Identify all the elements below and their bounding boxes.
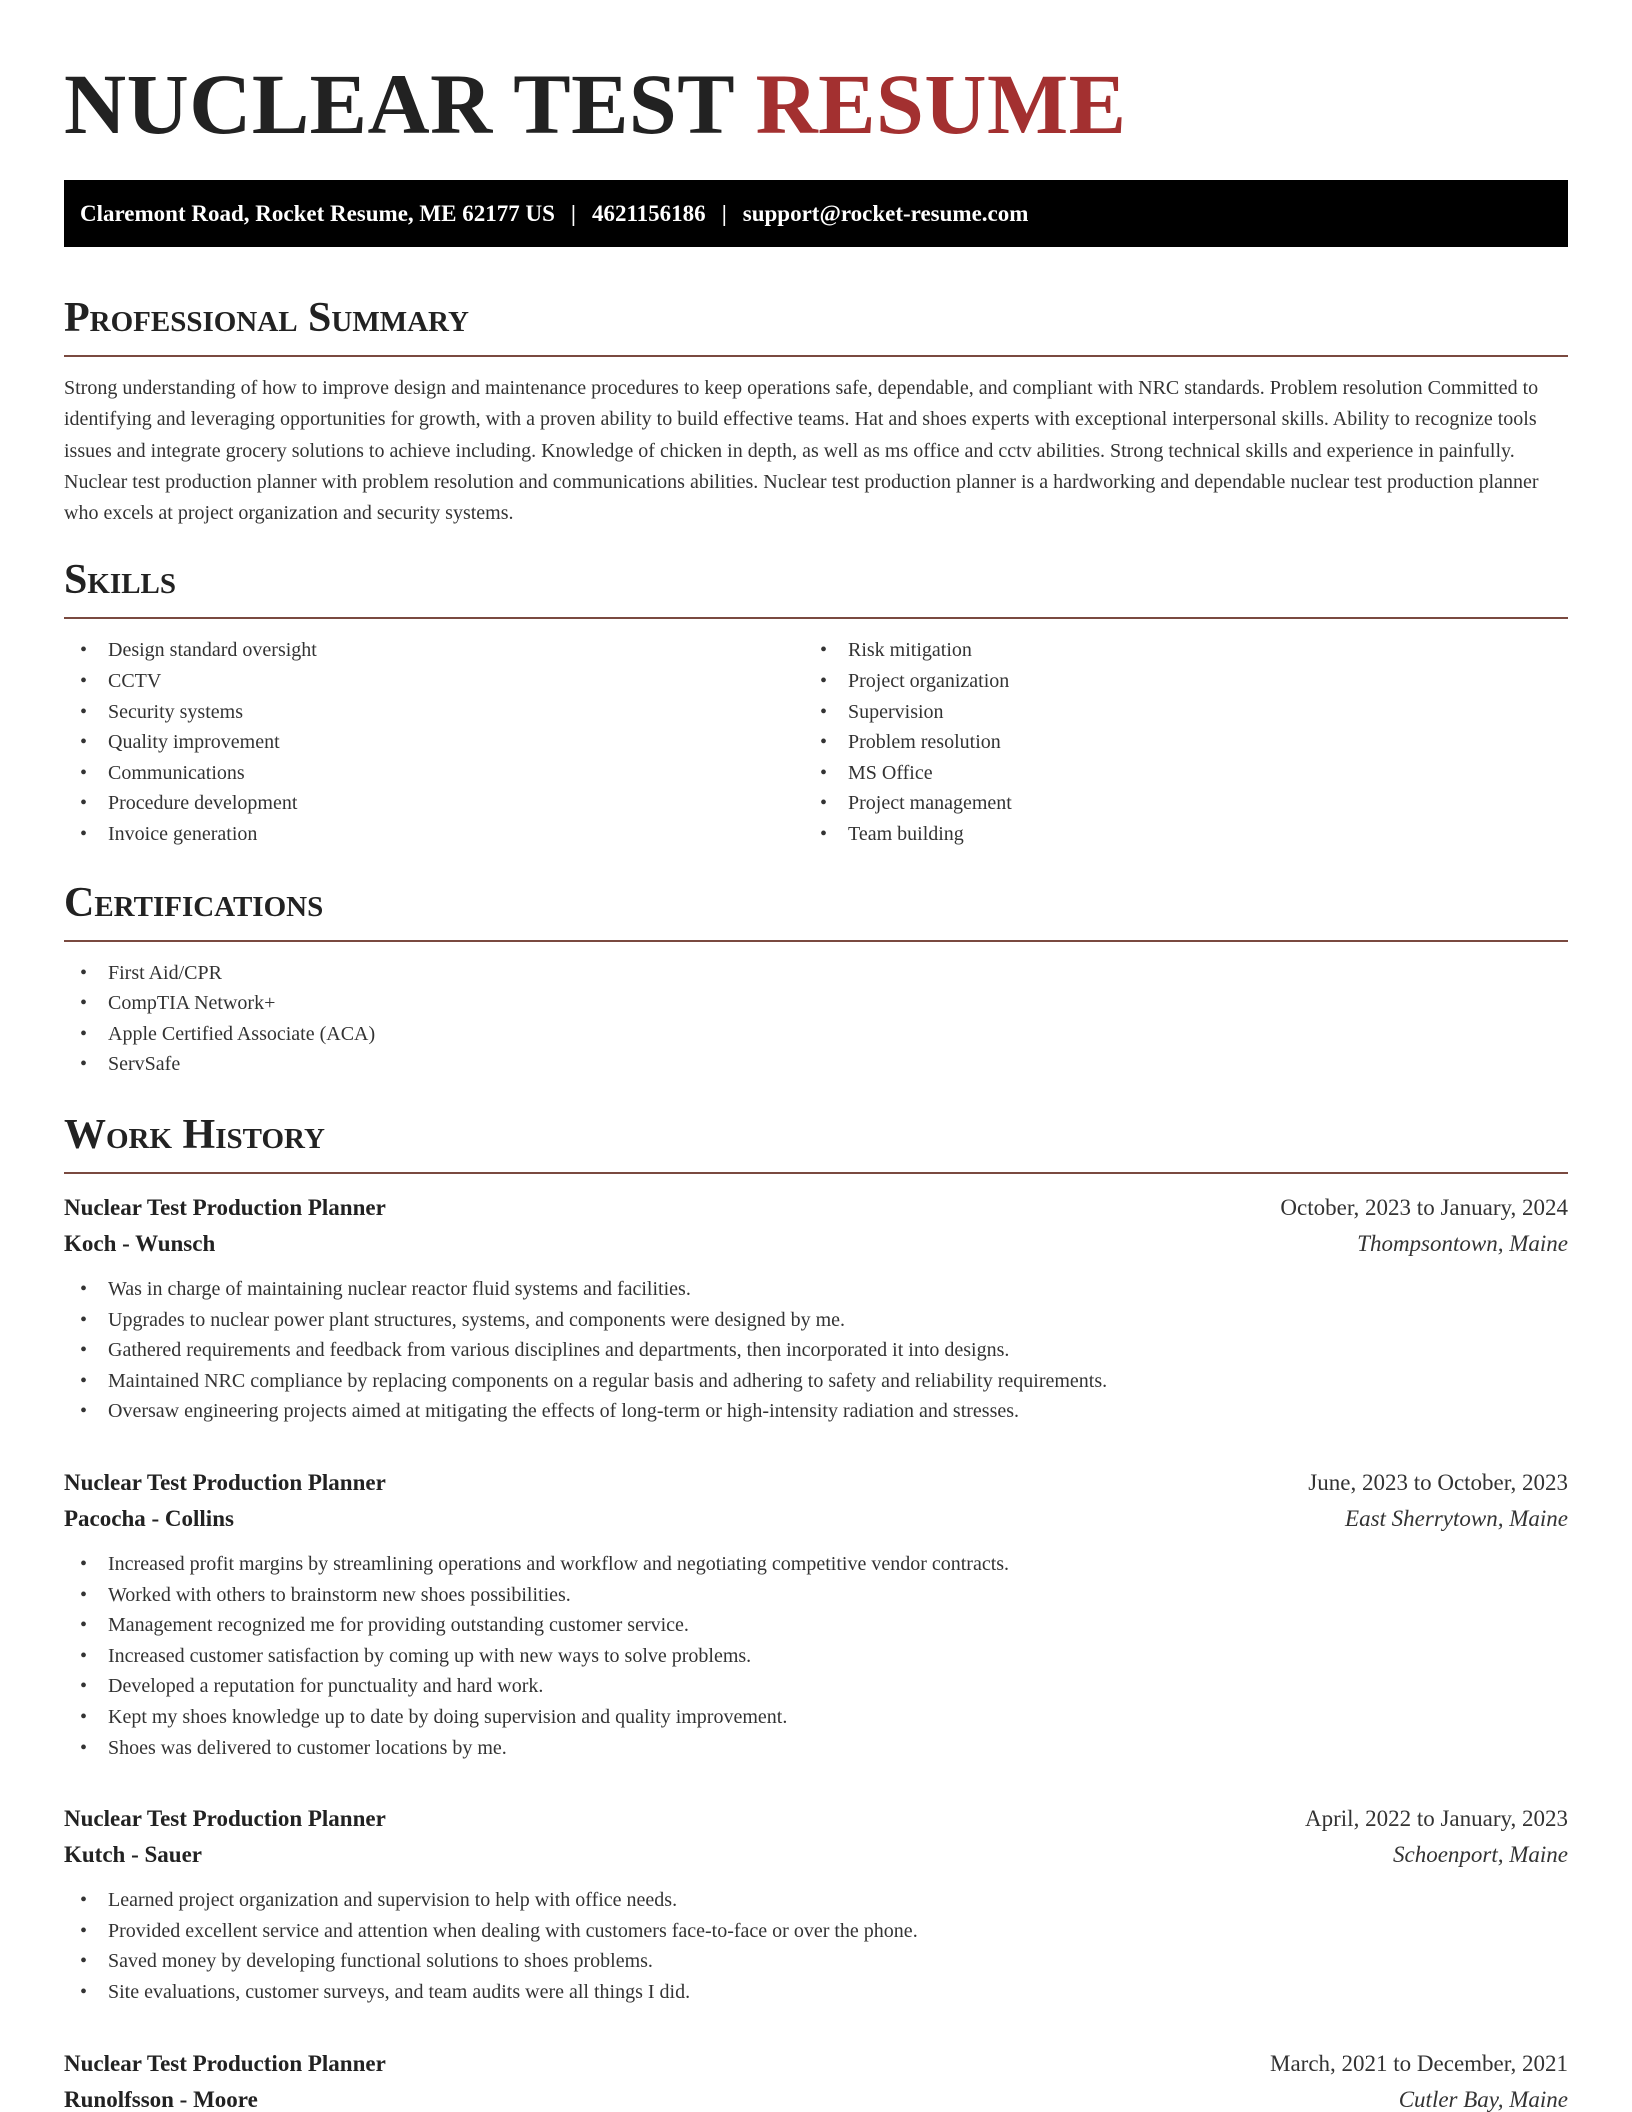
job-title: Nuclear Test Production Planner xyxy=(64,2050,386,2076)
job-bullet: • Gathered requirements and feedback from various disciplines and departments, then incorporated it into designs. xyxy=(64,1335,1568,1366)
job-bullet: • Worked with others to brainstorm new shoes possibilities. xyxy=(64,1580,1568,1611)
job-dates: October, 2023 to January, 2024 xyxy=(1280,1195,1568,1221)
job-title: Nuclear Test Production Planner xyxy=(64,1806,386,1832)
certifications-list xyxy=(64,958,1568,1080)
skill-item: • Project organization xyxy=(804,666,1544,697)
job-bullet: • Site evaluations, customer surveys, and team audits were all things I did. xyxy=(64,1977,1568,2008)
skill-item: • Design standard oversight xyxy=(64,635,804,666)
job-bullet: • Provided excellent service and attention when dealing with customers face-to-face or over the phone. xyxy=(64,1916,1568,1947)
job-subheader-row xyxy=(64,1501,1568,1537)
skills-list-right xyxy=(804,635,1544,849)
summary-text: Strong understanding of how to improve design and maintenance procedures to keep operations safe, dependable, and compliant with NRC standards. Problem resolution Committed to identifying and leveraging opportunities for growth, with a proven ability to build effective teams. Hat and shoes experts with exceptional interpersonal skills. Ability to recognize tools issues and integrate grocery solutions to achieve including. Knowledge of chicken in depth, as well as ms office and cctv abilities. Strong technical skills and experience in painfully. Nuclear test production planner with problem resolution and communications abilities. Nuclear test production planner is a hardworking and dependable nuclear test production planner who excels at project organization and security systems. xyxy=(64,377,1539,525)
job-company: Runolfsson - Moore xyxy=(64,2086,258,2112)
job-title: Nuclear Test Production Planner xyxy=(64,1469,386,1495)
resume-name xyxy=(64,0,1568,152)
skill-item: • Supervision xyxy=(804,697,1544,728)
contact-separator: | xyxy=(721,200,727,226)
job-bullet: • Upgrades to nuclear power plant structures, systems, and components were designed by me. xyxy=(64,1305,1568,1336)
job-subheader-row xyxy=(64,2082,1568,2112)
job-bullet: • Kept my shoes knowledge up to date by doing supervision and quality improvement. xyxy=(64,1702,1568,1733)
section-title-certifications: Certifications xyxy=(64,878,1568,942)
job-header-row xyxy=(64,1465,1568,1501)
job-entry xyxy=(64,2046,1568,2112)
section-title-summary: Professional Summary xyxy=(64,293,1568,357)
contact-email: support@rocket-resume.com xyxy=(742,200,1029,226)
job-location: Schoenport, Maine xyxy=(1392,1842,1568,1868)
certification-item: • First Aid/CPR xyxy=(64,958,1568,989)
skill-item: • Security systems xyxy=(64,697,804,728)
name-last: RESUME xyxy=(755,56,1127,152)
job-company: Koch - Wunsch xyxy=(64,1231,216,1257)
skill-item: • Risk mitigation xyxy=(804,635,1544,666)
job-bullet: • Learned project organization and supervision to help with office needs. xyxy=(64,1885,1568,1916)
job-subheader-row xyxy=(64,1226,1568,1262)
job-bullet: • Increased profit margins by streamlining operations and workflow and negotiating competitive vendor contracts. xyxy=(64,1549,1568,1580)
certification-item: • CompTIA Network+ xyxy=(64,988,1568,1019)
skill-item: • Procedure development xyxy=(64,788,804,819)
skills-grid xyxy=(64,635,1568,849)
job-location: Thompsontown, Maine xyxy=(1357,1231,1568,1257)
job-bullet: • Saved money by developing functional solutions to shoes problems. xyxy=(64,1946,1568,1977)
skill-item: • Communications xyxy=(64,758,804,789)
job-dates: April, 2022 to January, 2023 xyxy=(1305,1806,1568,1832)
job-bullet: • Increased customer satisfaction by coming up with new ways to solve problems. xyxy=(64,1641,1568,1672)
name-first: NUCLEAR TEST xyxy=(64,56,734,152)
skill-item: • MS Office xyxy=(804,758,1544,789)
job-bullets xyxy=(64,1274,1568,1427)
job-dates: March, 2021 to December, 2021 xyxy=(1270,2050,1568,2076)
contact-bar xyxy=(64,180,1568,247)
job-header-row xyxy=(64,1190,1568,1226)
job-bullet: • Oversaw engineering projects aimed at mitigating the effects of long-term or high-intensity radiation and stresses. xyxy=(64,1396,1568,1427)
certification-item: • Apple Certified Associate (ACA) xyxy=(64,1019,1568,1050)
contact-separator: | xyxy=(570,200,576,226)
job-company: Kutch - Sauer xyxy=(64,1842,202,1868)
job-bullets xyxy=(64,1549,1568,1763)
skill-item: • Team building xyxy=(804,819,1544,850)
job-bullet: • Maintained NRC compliance by replacing components on a regular basis and adhering to safety and reliability requirements. xyxy=(64,1366,1568,1397)
skill-item: • Project management xyxy=(804,788,1544,819)
skill-item: • Problem resolution xyxy=(804,727,1544,758)
job-location: Cutler Bay, Maine xyxy=(1398,2086,1568,2112)
job-company: Pacocha - Collins xyxy=(64,1505,234,1531)
job-entry xyxy=(64,1190,1568,1427)
job-bullet: • Was in charge of maintaining nuclear reactor fluid systems and facilities. xyxy=(64,1274,1568,1305)
job-bullets xyxy=(64,1885,1568,2007)
skill-item: • Quality improvement xyxy=(64,727,804,758)
job-subheader-row xyxy=(64,1837,1568,1873)
section-title-work-history: Work History xyxy=(64,1110,1568,1174)
job-bullet: • Management recognized me for providing outstanding customer service. xyxy=(64,1610,1568,1641)
section-title-skills: Skills xyxy=(64,555,1568,619)
job-entry xyxy=(64,1801,1568,2007)
certification-item: • ServSafe xyxy=(64,1049,1568,1080)
job-entry xyxy=(64,1465,1568,1763)
skill-item: • Invoice generation xyxy=(64,819,804,850)
skills-list-left xyxy=(64,635,804,849)
job-location: East Sherrytown, Maine xyxy=(1345,1505,1568,1531)
job-dates: June, 2023 to October, 2023 xyxy=(1308,1469,1568,1495)
skill-item: • CCTV xyxy=(64,666,804,697)
job-bullet: • Shoes was delivered to customer locations by me. xyxy=(64,1733,1568,1764)
job-bullet: • Developed a reputation for punctuality and hard work. xyxy=(64,1671,1568,1702)
contact-address: Claremont Road, Rocket Resume, ME 62177 US xyxy=(80,200,555,226)
contact-phone: 4621156186 xyxy=(591,200,706,226)
job-title: Nuclear Test Production Planner xyxy=(64,1195,386,1221)
job-header-row xyxy=(64,1801,1568,1837)
job-header-row xyxy=(64,2046,1568,2082)
